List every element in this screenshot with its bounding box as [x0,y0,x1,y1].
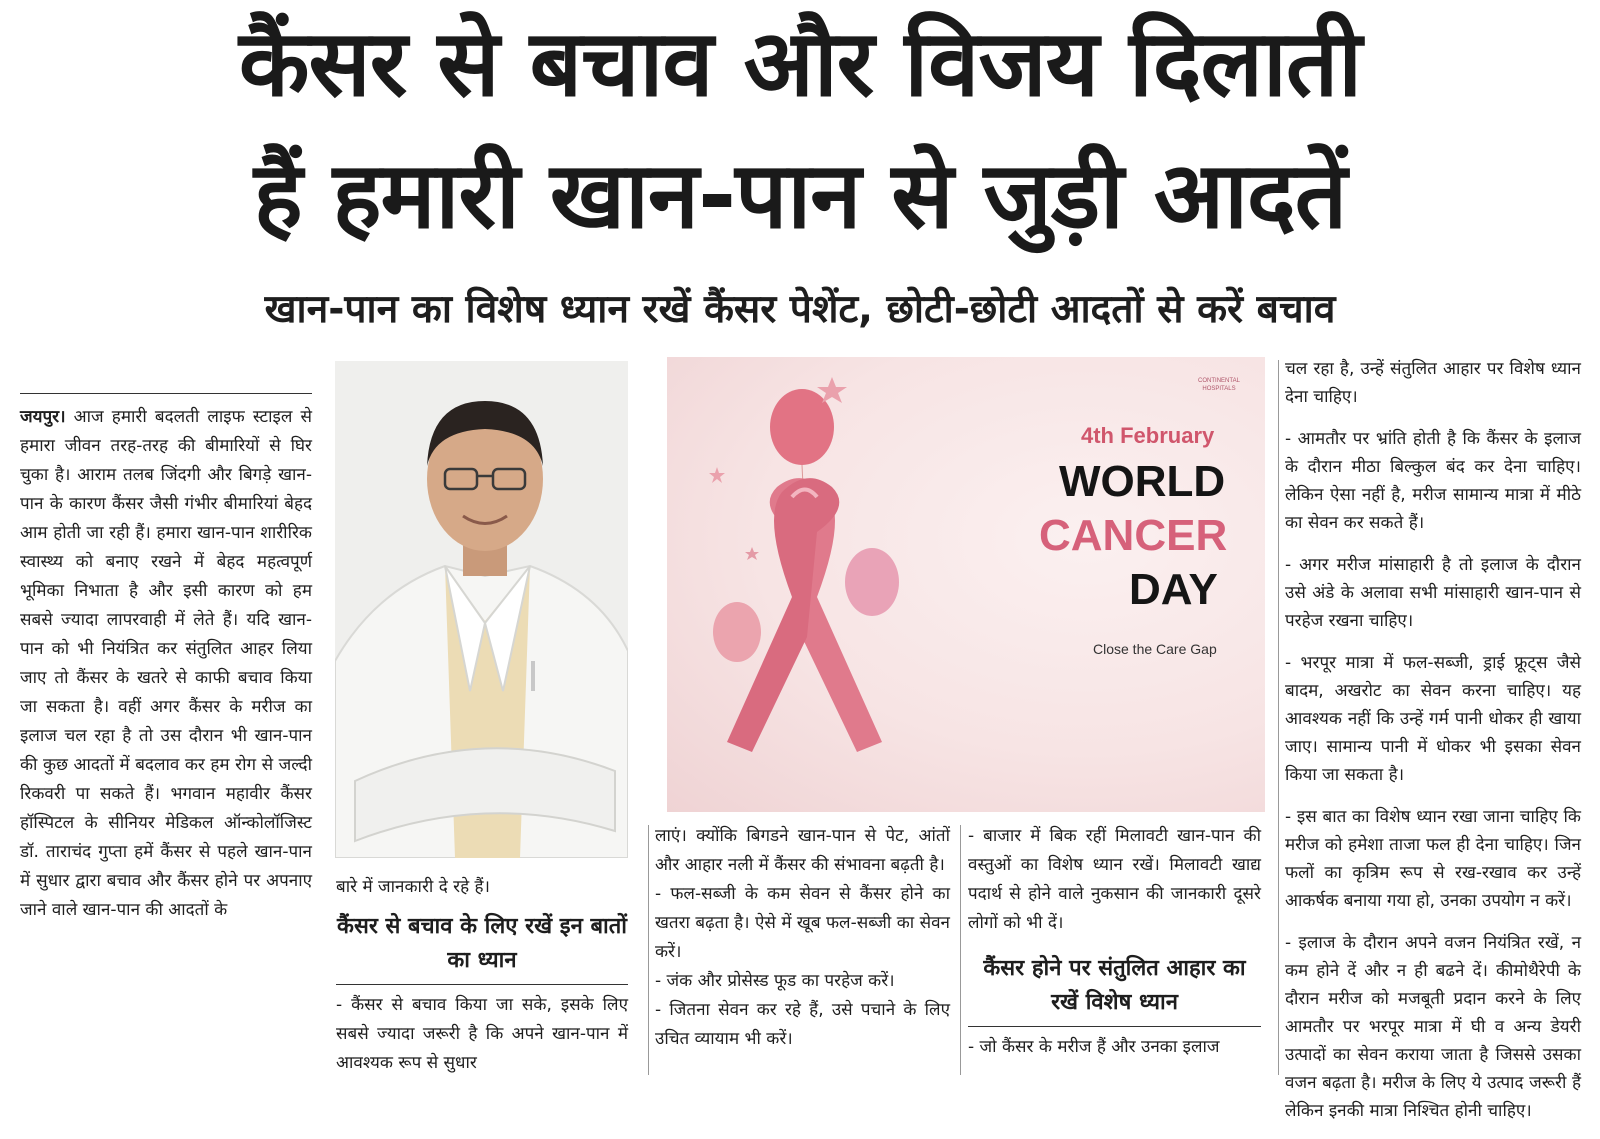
headline-line-2: हैं हमारी खान-पान से जुड़ी आदतें [253,142,1347,249]
column-5 [1285,355,1581,1139]
column-4-body: - बाजार में बिक रहीं मिलावटी खान-पान की वस्तुओं का विशेष ध्यान रखें। मिलावटी खाद्य पदार्थ से होने वाले नुकसान की जानकारी दूसरे लोगों को भी दें। [968,826,1261,933]
column-1-text [20,403,312,925]
dateline: जयपुर। [20,407,66,427]
column-3-line-3: - जंक और प्रोसेस्ड फूड का परहेज करें। [655,971,895,991]
poster-world: WORLD [1059,457,1226,506]
hospital-logo: CONTINENTAL HOSPITALS [1198,378,1240,392]
column-5-para-4: - भरपूर मात्रा में फल-सब्जी, ड्राई फ्रूट्स जैसे बादम, अखरोट का सेवन करना चाहिए। यह आवश्यक नहीं कि उन्हें गर्म पानी धोकर ही खाया जाए। सामान्य पानी में धोकर भी इसका सेवन किया जा सकता है। [1285,653,1581,785]
column-4-subhead: कैंसर होने पर संतुलित आहार का रखें विशेष ध्यान [983,956,1246,1015]
doctor-photo [335,361,628,858]
photo-caption-continuation: बारे में जानकारी दे रहे हैं। [336,877,490,897]
column-3-divider [648,825,649,1075]
column-5-para-3: - अगर मरीज मांसाहारी है तो इलाज के दौरान उसे अंडे के अलावा सभी मांसाहारी खान-पान से परहेज रखना चाहिए। [1285,555,1581,631]
column-5-para-6: - इलाज के दौरान अपने वजन नियंत्रित रखें, न कम होने दें और न ही बढने दें। कीमोथैरेपी के दौरान मरीज को मजबूती प्रदान करने के लिए आमतौर पर भरपूर मात्रा में घी व अन्य डेयरी उत्पादों का सेवन कराया जाता है जिससे उसका वजन बढ़ता है। मरीज के लिए ये उत्पाद जरूरी हैं लेकिन इनकी मात्रा निश्चित होनी चाहिए। [1285,933,1581,1121]
poster-date: 4th February [1081,423,1215,448]
column-4-after: - जो कैंसर के मरीज हैं और उनका इलाज [968,1037,1220,1057]
poster-day: DAY [1129,565,1218,614]
headline-line-1: कैंसर से बचाव और विजय दिलाती [238,10,1362,117]
column-3-line-4: - जितना सेवन कर रहे हैं, उसे पचाने के लिए उचित व्यायाम भी करें। [655,1000,950,1049]
column-5-para-2: - आमतौर पर भ्रांति होती है कि कैंसर के इलाज के दौरान मीठा बिल्कुल बंद कर देना चाहिए। लेकिन ऐसा नहीं है, मरीज सामान्य मात्रा में मीठे का सेवन कर सकते हैं। [1285,429,1581,533]
column-1 [20,403,312,925]
subheadline: खान-पान का विशेष ध्यान रखें कैंसर पेशेंट, छोटी-छोटी आदतों से करें बचाव [264,287,1336,332]
poster-tagline: Close the Care Gap [1093,641,1217,657]
column-3-line-2: - फल-सब्जी के कम सेवन से कैंसर होने का खतरा बढ़ता है। ऐसे में खूब फल-सब्जी का सेवन करें। [655,884,950,962]
column-1-top-rule [20,393,312,394]
column-5-divider [1278,360,1279,1075]
doctor-illustration [335,361,628,858]
column-4-rule [968,1026,1261,1027]
column-4-divider [960,825,961,1075]
world-cancer-day-image [667,357,1265,812]
column-3-line-1: लाएं। क्योंकि बिगडने खान-पान से पेट, आंतों और आहार नली में कैंसर की संभावना बढ़ती है। [655,826,950,875]
column-2-subhead: कैंसर से बचाव के लिए रखें इन बातों का ध्यान [337,914,627,973]
column-2-rule [336,984,628,985]
column-4 [968,822,1261,1062]
column-5-para-1: चल रहा है, उन्हें संतुलित आहार पर विशेष ध्यान देना चाहिए। [1285,359,1581,407]
column-1-body: आज हमारी बदलती लाइफ स्टाइल से हमारा जीवन तरह-तरह की बीमारियों से घिर चुका है। आराम तलब जिंदगी और बिगड़े खान-पान के कारण कैंसर जैसी गंभीर बीमारियां बेहद आम होती जा रही हैं। हमारा खान-पान शारीरिक स्वास्थ्य को बनाए रखने में बेहद महत्वपूर्ण भूमिका निभाता है और इसी कारण को हम सबसे ज्यादा लापरवाही में लेते हैं। यदि खान-पान को भी नियंत्रित कर संतुलित आहर लिया जाए तो कैंसर के खतरे से काफी बचाव किया जा सकता है। वहीं अगर कैंसर के मरीज का इलाज चल रहा है तो उस दौरान भी खान-पान की कुछ आदतों में बदलाव कर हम रोग से जल्दी रिकवरी पा सकते हैं। भगवान महावीर कैंसर हॉस्पिटल के सीनियर मेडिकल ऑन्कोलॉजिस्ट डॉ. ताराचंद गुप्ता हमें कैंसर से पहले खान-पान में सुधार द्वारा बचाव और कैंसर होने पर अपनाए जाने वाले खान-पान की आदतों के [20,407,312,920]
column-2-body: - कैंसर से बचाव किया जा सके, इसके लिए सबसे ज्यादा जरूरी है कि अपने खान-पान में आवश्यक रूप से सुधार [336,995,628,1073]
column-2 [336,873,628,1078]
poster-cancer: CANCER [1039,511,1228,560]
column-5-para-5: - इस बात का विशेष ध्यान रखा जाना चाहिए कि मरीज को हमेशा ताजा फल ही देना चाहिए। जिन फलों का कृत्रिम रूप से रख-रखाव कर उन्हें आकर्षक बनाया गया हो, उनका उपयोग न करें। [1285,807,1581,911]
column-3 [655,822,950,1054]
